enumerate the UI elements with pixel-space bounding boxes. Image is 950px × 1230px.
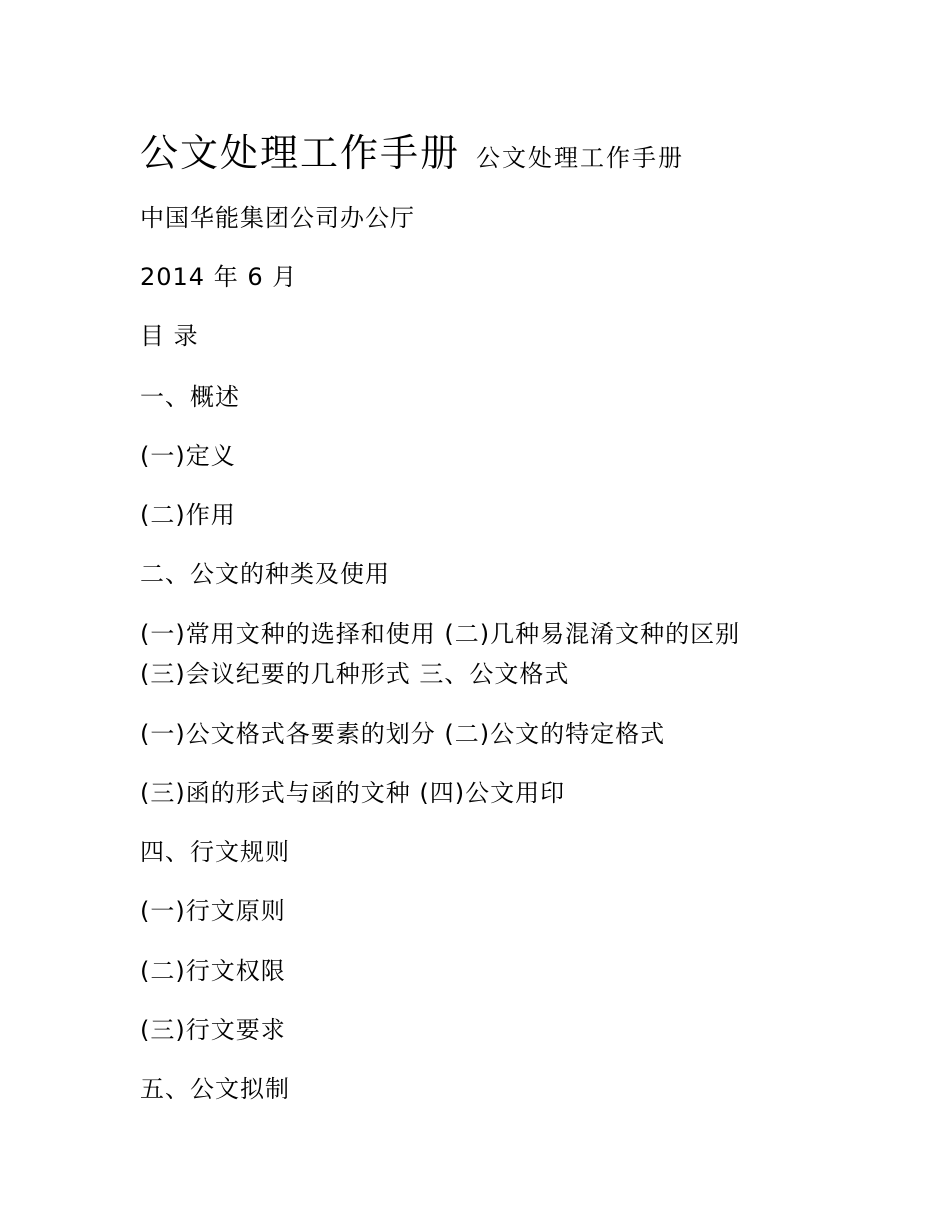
toc-line: 一、概述 [140,383,240,411]
toc-line: (三)行文要求 [140,1016,286,1044]
toc-line: (二)作用 [140,501,236,529]
title-row [140,130,684,176]
toc-line: 五、公文拟制 [140,1075,290,1103]
document-title-repeat: 公文处理工作手册 [476,144,685,172]
document-title: 公文处理工作手册 [140,131,461,175]
toc-line: (三)函的形式与函的文种 (四)公文用印 [140,779,566,807]
toc-heading: 目 录 [140,322,199,350]
document-date: 2014 年 6 月 [140,263,298,291]
toc-line: (一)定义 [140,442,236,470]
toc-line: (一)公文格式各要素的划分 (二)公文的特定格式 [140,720,666,748]
toc-line: (二)行文权限 [140,957,286,985]
toc-line: 四、行文规则 [140,838,290,866]
toc-line: (三)会议纪要的几种形式 三、公文格式 [140,660,570,688]
organization-name: 中国华能集团公司办公厅 [140,204,415,232]
toc-line: (一)行文原则 [140,897,286,925]
toc-line: (一)常用文种的选择和使用 (二)几种易混淆文种的区别 [140,620,741,648]
toc-line: 二、公文的种类及使用 [140,560,390,588]
